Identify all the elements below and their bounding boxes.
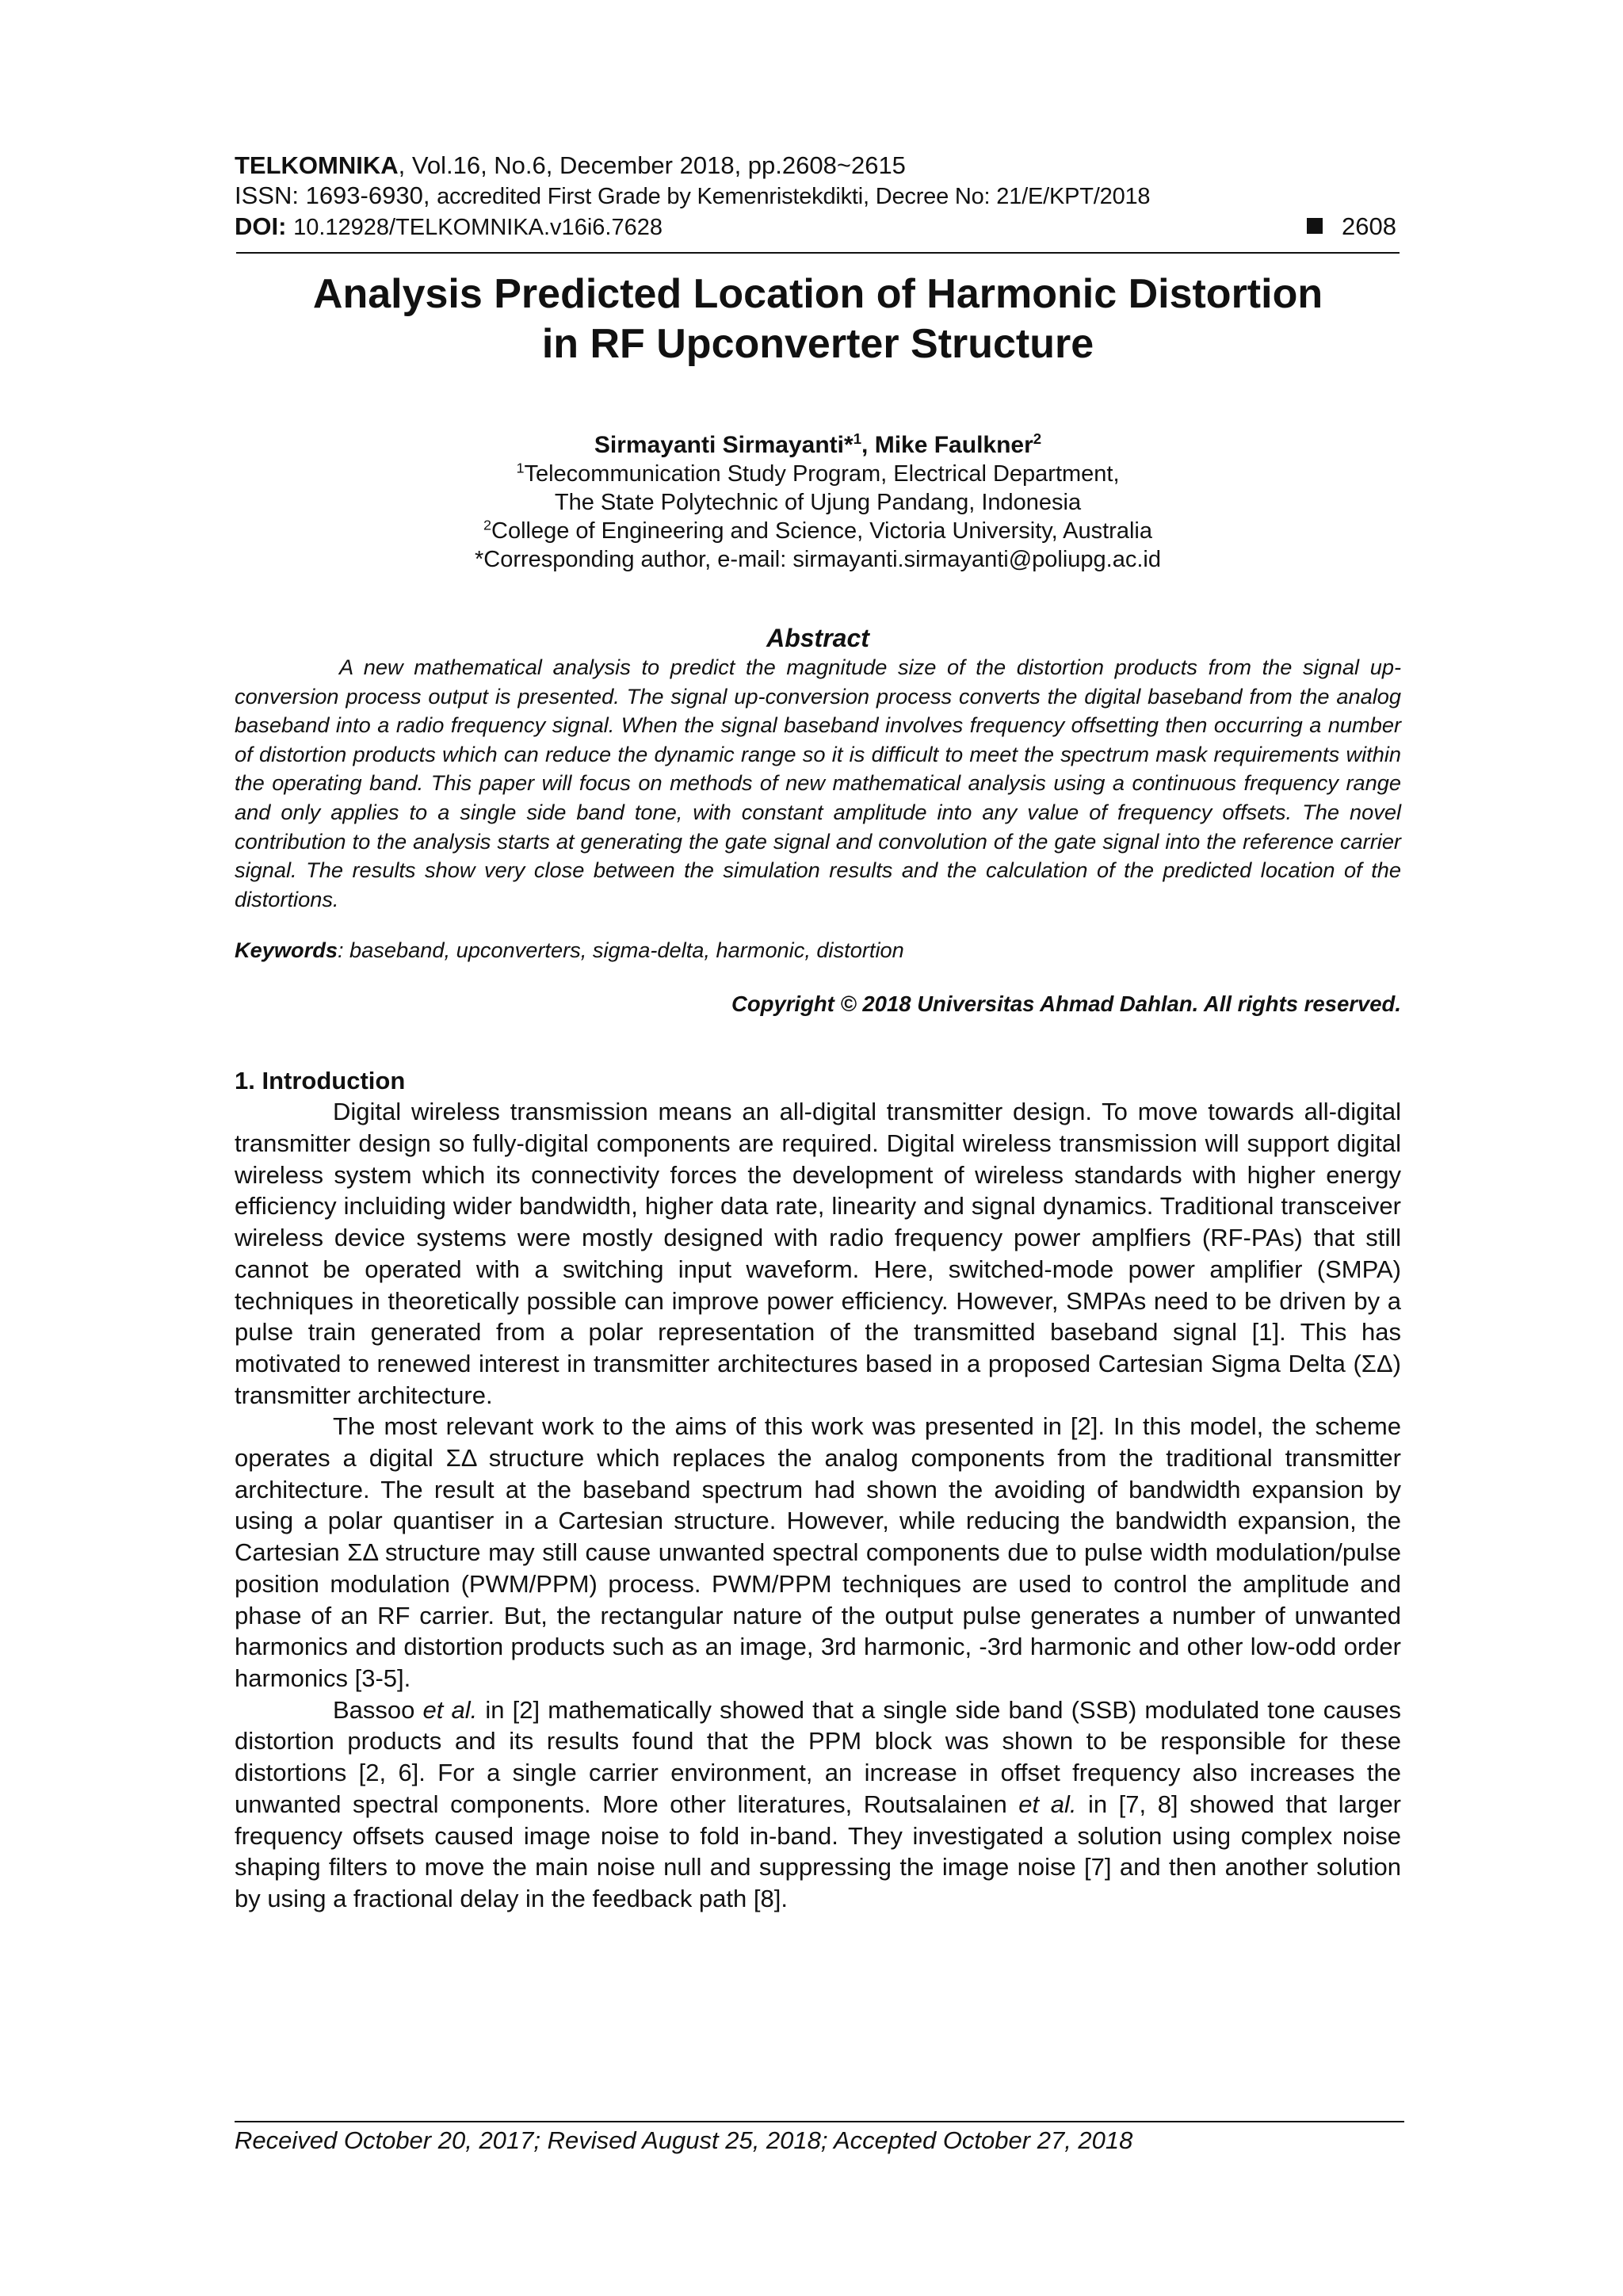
keywords-text: : baseband, upconverters, sigma-delta, harmonic, distortion <box>337 938 904 963</box>
title-line-2: in RF Upconverter Structure <box>541 321 1094 367</box>
footer-divider <box>235 2121 1404 2122</box>
square-bullet-icon <box>1307 218 1323 234</box>
paper-title <box>235 269 1401 369</box>
author-2-affiliation-mark: 2 <box>1033 430 1042 447</box>
journal-name: TELKOMNIKA <box>235 151 399 179</box>
intro-p3-etal-1: et al. <box>422 1695 478 1724</box>
issn-line <box>235 181 1401 212</box>
author-separator: , <box>861 432 875 458</box>
intro-p3-part-c: in [7, 8] showed that larger frequency offsets caused image noise to fold in-band. They investigated a solution using complex noise shaping filters to move the main noise null and suppressing the image noise [7] and then another solution by using a fractional delay in the feedback path [8]. <box>235 1790 1402 1912</box>
copyright-notice: Copyright © 2018 Universitas Ahmad Dahlan. All rights reserved. <box>731 991 1401 1017</box>
accreditation-text: accredited First Grade by Kemenristekdikti, Decree No: 21/E/KPT/2018 <box>437 184 1151 209</box>
page-number <box>1307 212 1396 242</box>
affiliation-2 <box>235 517 1401 545</box>
affiliation-1-line-1: Telecommunication Study Program, Electrical Department, <box>524 461 1120 487</box>
doi-label: DOI: <box>235 212 294 240</box>
abstract-text: A new mathematical analysis to predict the magnitude size of the distortion products from the signal up-conversion process output is presented. The signal up-conversion process converts the digital baseband from the analog baseband into a radio frequency signal. When the signal baseband involves frequency offsetting then occurring a number of distortion products which can reduce the dynamic range so it is difficult to meet the spectrum mask requirements within the operating band. This paper will focus on methods of new mathematical analysis using a continuous frequency range and only applies to a single side band tone, with constant amplitude into any value of frequency offsets. The novel contribution to the analysis starts at generating the gate signal and convolution of the gate signal into the reference carrier signal. The results show very close between the simulation results and the calculation of the predicted location of the distortions. <box>235 655 1401 911</box>
author-block <box>235 431 1401 574</box>
title-line-1: Analysis Predicted Location of Harmonic Distortion <box>312 271 1323 317</box>
abstract-heading: Abstract <box>766 624 869 652</box>
intro-paragraph-1: Digital wireless transmission means an all-digital transmitter design. To move towards all-digital transmitter design so fully-digital components are required. Digital wireless transmission will support digital wireless system which its connectivity forces the development of wireless standards with higher energy efficiency incluiding wider bandwidth, higher data rate, linearity and signal dynamics. Traditional transceiver wireless device systems were mostly designed with radio frequency power amplfiers (RF-PAs) that still cannot be operated with a switching input waveform. Here, switched-mode power amplifier (SMPA) techniques in theoretically possible can improve power efficiency. However, SMPAs need to be driven by a pulse train generated from a polar representation of the transmitted baseband signal [1]. This has motivated to renewed interest in transmitter architectures based in a proposed Cartesian Sigma Delta (ΣΔ) transmitter architecture. <box>235 1098 1401 1409</box>
affiliation-2-text: College of Engineering and Science, Victoria University, Australia <box>491 518 1152 544</box>
keywords <box>235 936 1401 965</box>
author-names <box>235 431 1401 460</box>
section-heading-introduction: 1. Introduction <box>235 1067 406 1095</box>
doi-link[interactable]: 10.12928/TELKOMNIKA.v16i6.7628 <box>293 215 663 240</box>
author-1: Sirmayanti Sirmayanti* <box>594 432 854 458</box>
intro-paragraph-2: The most relevant work to the aims of this work was presented in [2]. In this model, the scheme operates a digital ΣΔ structure which replaces the analog components from the traditional transmitter architecture. The result at the baseband spectrum had shown the avoiding of bandwidth expansion by using a polar quantiser in a Cartesian structure. However, while reducing the bandwidth expansion, the Cartesian ΣΔ structure may still cause unwanted spectral components due to pulse width modulation/pulse position modulation (PWM/PPM) process. PWM/PPM techniques are used to control the amplitude and phase of an RF carrier. But, the rectangular nature of the output pulse generates a number of unwanted harmonics and distortion products such as an image, 3rd harmonic, -3rd harmonic and other low-odd order harmonics [3-5]. <box>235 1412 1401 1692</box>
corresponding-author: *Corresponding author, e-mail: sirmayanti.sirmayanti@poliupg.ac.id <box>474 547 1161 572</box>
affiliation-1 <box>235 460 1401 488</box>
doi-line <box>235 212 1401 243</box>
issn-label: ISSN: 1693-6930, <box>235 181 437 209</box>
journal-header <box>235 151 1401 243</box>
journal-citation-line <box>235 151 1401 181</box>
intro-paragraph-3 <box>235 1694 1401 1915</box>
author-1-affiliation-mark: 1 <box>853 430 862 447</box>
received-dates: Received October 20, 2017; Revised August 25, 2018; Accepted October 27, 2018 <box>235 2126 1133 2154</box>
journal-volume-info: , Vol.16, No.6, December 2018, pp.2608~2615 <box>398 151 906 179</box>
affiliation-2-mark: 2 <box>483 517 492 533</box>
intro-p3-part-b: in [2] mathematically showed that a single side band (SSB) modulated tone causes distortion products and its results found that the PPM block was shown to be responsible for these distortions [2, 6]. For a single carrier environment, an increase in offset frequency also increases the unwanted spectral components. More other literatures, Routsalainen <box>235 1695 1401 1818</box>
intro-p3-part-a: Bassoo <box>333 1695 423 1724</box>
header-divider <box>236 252 1400 254</box>
author-2: Mike Faulkner <box>874 432 1033 458</box>
keywords-label: Keywords <box>235 938 338 963</box>
affiliation-1-line-2: The State Polytechnic of Ujung Pandang, Indonesia <box>554 490 1082 515</box>
page-number-value: 2608 <box>1342 212 1396 240</box>
paper-page <box>235 151 1401 1915</box>
affiliation-1-mark: 1 <box>516 460 525 476</box>
intro-p3-etal-2: et al. <box>1018 1790 1077 1818</box>
